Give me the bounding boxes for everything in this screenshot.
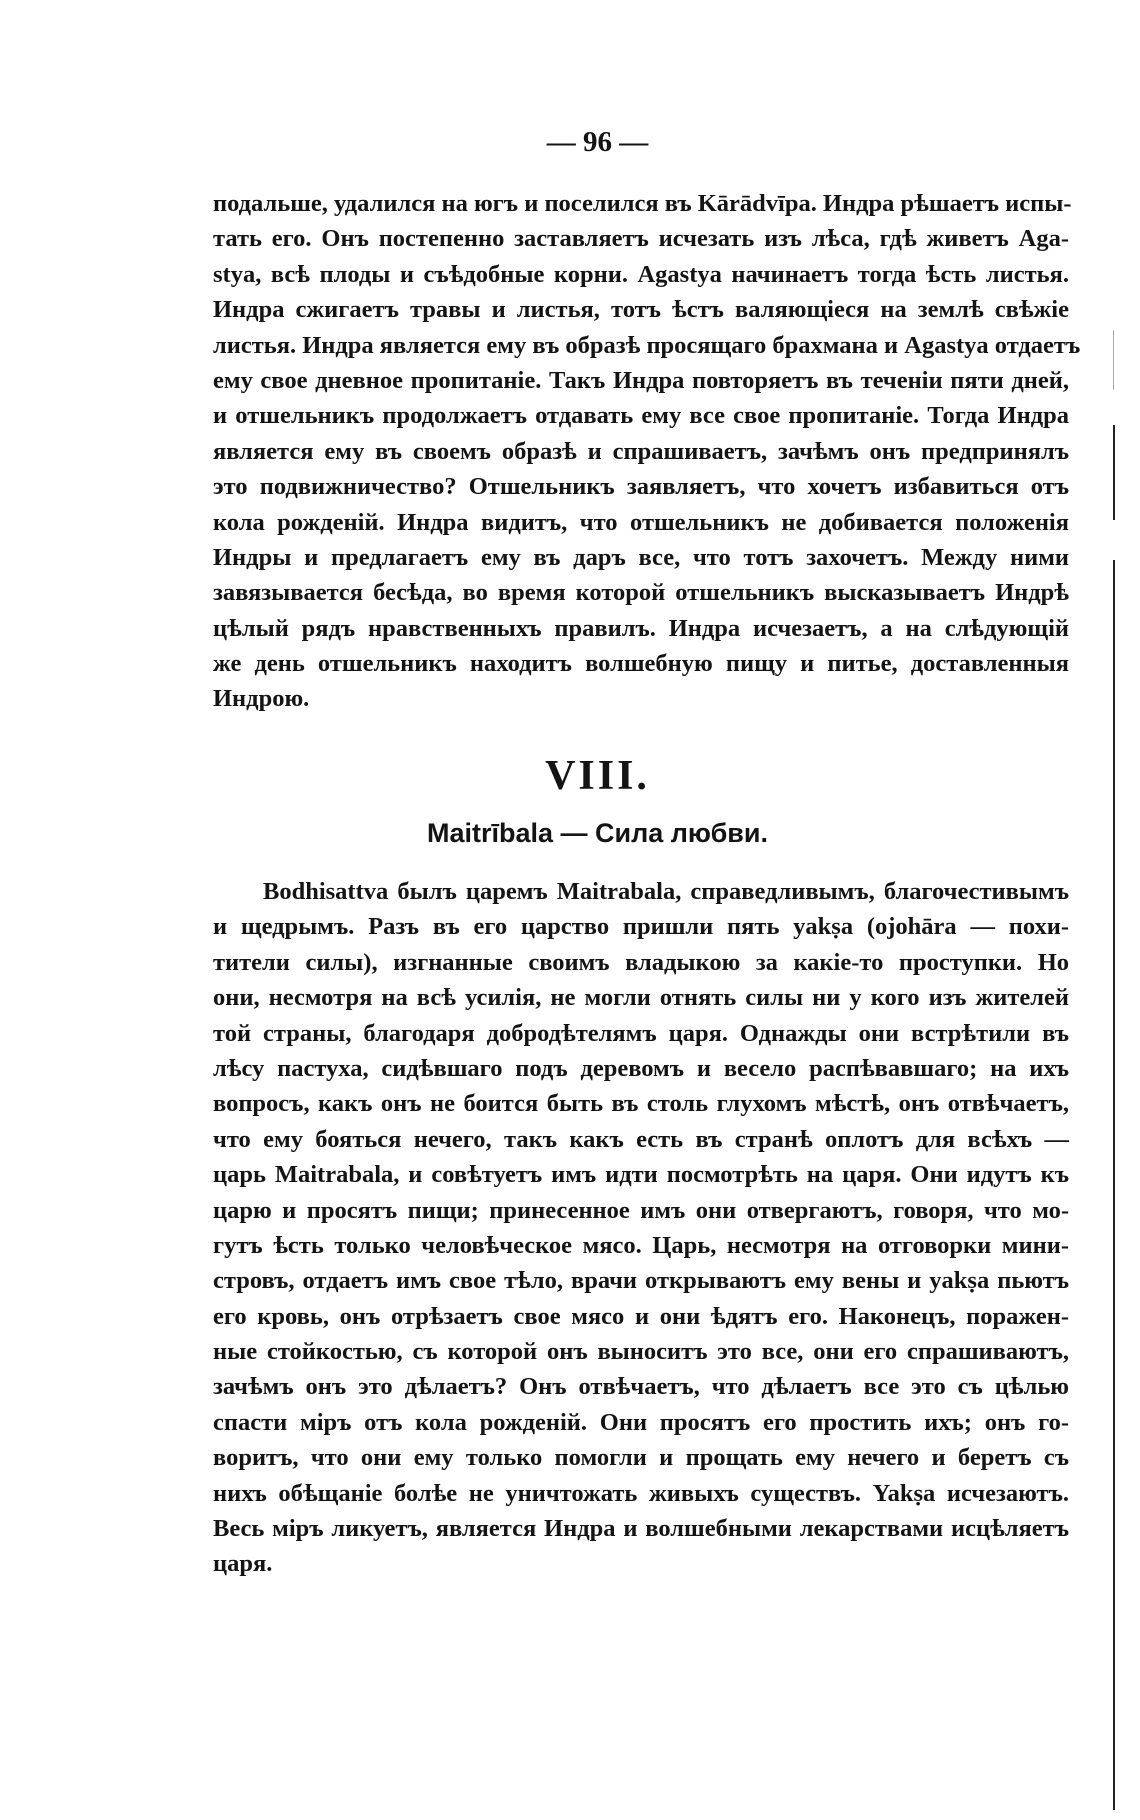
text-line: его кровь, онъ отрѣзаетъ свое мясо и они ѣдятъ его. Наконецъ, поражен- — [213, 1302, 1069, 1330]
text-line: это подвижничество? Отшельникъ заявляетъ, что хочетъ избавиться отъ — [213, 473, 1069, 501]
text-line: и щедрымъ. Разъ въ его царство пришли пять yakṣa (ojohāra — похи- — [213, 913, 1069, 941]
text-line: тать его. Онъ постепенно заставляетъ исчезать изъ лѣса, гдѣ живетъ Aga- — [213, 225, 1069, 253]
text-line: они, несмотря на всѣ усилія, не могли отнять силы ни у кого изъ жителей — [213, 984, 1069, 1012]
paragraph-top — [213, 186, 1081, 717]
text-line: стровъ, отдаетъ имъ свое тѣло, врачи открываютъ ему вены и yakṣa пьютъ — [213, 1267, 1069, 1295]
text-line: же день отшельникъ находитъ волшебную пищу и питье, доставленныя — [213, 650, 1069, 678]
text-line: является ему въ своемъ образѣ и спрашиваетъ, зачѣмъ онъ предпринялъ — [213, 437, 1069, 465]
text-line: спасти міръ отъ кола рожденій. Они просятъ его простить ихъ; онъ го- — [213, 1408, 1069, 1436]
text-line: царь Maitrabala, и совѣтуетъ имъ идти посмотрѣть на царя. Они идутъ къ — [213, 1161, 1069, 1189]
text-line: stya, всѣ плоды и съѣдобные корни. Agastya начинаетъ тогда ѣсть листья. — [213, 260, 1069, 288]
text-line: подальше, удалился на югъ и поселился въ Kārādvīpa. Индра рѣшаетъ испы- — [213, 190, 1072, 217]
text-line: Индра сжигаетъ травы и листья, тотъ ѣстъ валяющіеся на землѣ свѣжіе — [213, 296, 1069, 324]
text-line: ные стойкостью, съ которой онъ выноситъ это все, они его спрашиваютъ, — [213, 1338, 1069, 1366]
text-line: той страны, благодаря добродѣтелямъ царя. Однажды они встрѣтили въ — [213, 1019, 1069, 1047]
text-line: Индрою. — [213, 685, 310, 713]
text-line: нихъ обѣщаніе болѣе не уничтожать живыхъ существъ. Yakṣa исчезаютъ. — [213, 1479, 1069, 1507]
text-line: кола рожденій. Индра видитъ, что отшельникъ не добивается положенія — [213, 508, 1069, 536]
text-line: ему свое дневное пропитаніе. Такъ Индра повторяетъ въ теченіи пяти дней, — [213, 366, 1069, 394]
text-line: царя. — [213, 1550, 273, 1578]
page-edge-mark — [1113, 560, 1115, 1810]
text-line: цѣлый рядъ нравственныхъ правилъ. Индра исчезаетъ, а на слѣдующій — [213, 614, 1069, 642]
page-edge-mark — [1113, 425, 1115, 520]
text-line: листья. Индра является ему въ образѣ просящаго брахмана и Agastya отдаетъ — [213, 331, 1081, 359]
section-title: Maitrībala — Сила любви. — [426, 818, 769, 848]
text-line: и отшельникъ продолжаетъ отдавать ему все свое пропитаніе. Тогда Индра — [213, 402, 1069, 430]
page-number: — 96 — — [546, 126, 649, 158]
text-line: Bodhisattva былъ царемъ Maitrabala, справедливымъ, благочестивымъ — [263, 878, 1069, 905]
text-line: лѣсу пастуха, сидѣвшаго подъ деревомъ и весело распѣвавшаго; на ихъ — [213, 1054, 1069, 1082]
text-line: тители силы), изгнанные своимъ владыкою за какіе-то проступки. Но — [213, 948, 1069, 976]
text-line: что ему бояться нечего, такъ какъ есть въ странѣ оплотъ для всѣхъ — — [213, 1125, 1069, 1153]
text-line: Индры и предлагаетъ ему въ даръ все, что тотъ захочетъ. Между ними — [213, 543, 1069, 571]
paragraph-main — [213, 874, 1069, 1582]
text-line: вопросъ, какъ онъ не боится быть въ столь глухомъ мѣстѣ, онъ отвѣчаетъ, — [213, 1090, 1069, 1118]
page-edge-mark — [1113, 330, 1114, 390]
text-line: воритъ, что они ему только помогли и прощать ему нечего и беретъ съ — [213, 1444, 1069, 1472]
text-line: Весь міръ ликуетъ, является Индра и волшебными лекарствами исцѣляетъ — [213, 1515, 1069, 1543]
text-line: гутъ ѣсть только человѣческое мясо. Царь, несмотря на отговорки мини- — [213, 1231, 1069, 1259]
text-line: зачѣмъ онъ это дѣлаетъ? Онъ отвѣчаетъ, что дѣлаетъ все это съ цѣлью — [213, 1373, 1069, 1401]
text-line: завязывается бесѣда, во время которой отшельникъ высказываетъ Индрѣ — [213, 579, 1069, 607]
text-line: царю и просятъ пищи; принесенное имъ они отвергаютъ, говоря, что мо- — [213, 1196, 1069, 1224]
section-number: VIII. — [545, 753, 650, 799]
